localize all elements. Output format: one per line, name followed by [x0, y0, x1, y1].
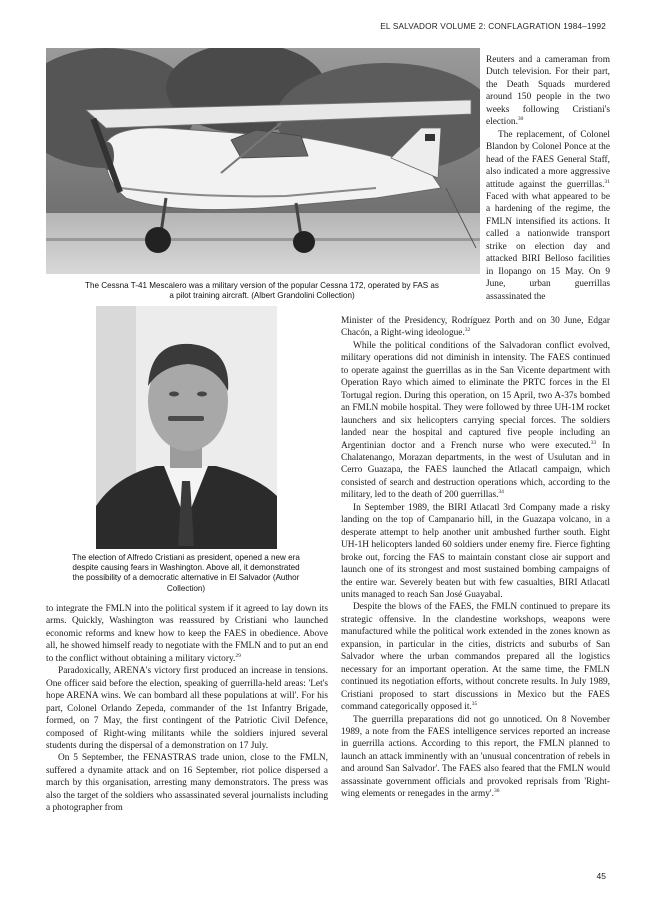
text-run: to integrate the FMLN into the political system if it agreed to lay down its arms. Quickly, Washington was reassured by Cristiani who launched economic reforms and knew how to keep the FAES in obedience. Above all, he showed himself ready to negotiate with the FMLN and to put an end to the conflict without obtaining a military victory. — [46, 604, 328, 664]
text-run: Reuters and a cameraman from Dutch television. For their part, the Death Squads murdered around 150 people in the two weeks following Cristiani's election. — [486, 55, 610, 128]
paragraph — [46, 603, 328, 665]
footnote-marker: 36 — [493, 788, 500, 795]
plane-caption: The Cessna T-41 Mescalero was a military version of the popular Cessna 172, operated by FAS as a pilot training aircraft. (Albert Grandolini Collection) — [85, 281, 439, 301]
page-number: 45 — [596, 871, 606, 881]
footnote-marker: 35 — [471, 700, 478, 707]
footnote-marker: 31 — [604, 178, 610, 185]
text-run: In Chalatenango, Morazan departments, in the west of Usulutan and in Cerro Guazapa, the FAES launched the Atlacatl campaign, which consisted of search and destruction operations which, according to the military, led to the death of 200 guerrillas. — [341, 440, 610, 501]
right-main-column — [341, 315, 610, 801]
paragraph — [341, 340, 610, 502]
text-run: Faced with what appeared to be a hardening of the regime, the FMLN intensified its actions. It called a nationwide transport strike on election day and attacked BIRI Belloso facilities in Ilopango on 15 May. On 9 June, urban guerrillas assassinated the — [486, 191, 610, 302]
right-narrow-column — [486, 54, 610, 303]
paragraph: In September 1989, the BIRI Atlacatl 3rd Company made a risky landing on the top of Campanario hill, in the Guazapa volcano, in a desperate attempt to help another unit ambushed further south. Eight UH-1H helicopters landed 60 soldiers under enemy fire. Fierce fighting broke out, forcing the FAS to maintain constant close air support and launch one of its strongest and most sustained bombing campaigns of the entire war. Severely beaten but with few casualties, BIRI Atlacatl units managed to reach San José Guayabal. — [341, 502, 610, 600]
portrait-caption: The election of Alfredo Cristiani as president, opened a new era despite causing fears in Washington. Above all, it demonstrated the possibility of a democratic alternative in El Salvador (Author Collection) — [72, 553, 300, 593]
aircraft-illustration — [46, 48, 480, 274]
footnote-marker: 30 — [517, 116, 524, 123]
paragraph — [341, 714, 610, 801]
paragraph: On 5 September, the FENASTRAS trade union, close to the FMLN, suffered a dynamite attack and on 16 September, riot police dispersed a march by this organisation, arresting many demonstrators. The press was also the target of the soldiers who assassinated several journalists including a photographer from — [46, 753, 328, 814]
cristiani-portrait — [96, 306, 277, 549]
footnote-marker: 34 — [498, 489, 504, 496]
footnote-marker: 33 — [590, 439, 597, 446]
running-header: EL SALVADOR VOLUME 2: CONFLAGRATION 1984–1992 — [380, 22, 606, 31]
text-run: The guerrilla preparations did not go unnoticed. On 8 November 1989, a note from the FAES intelligence services reported an increase in guerrilla actions. According to this report, the FMLN planned to launch an attack imminently with an 'unusual concentration of rebels in and around San Salvador'. The FAES also feared that the FMLN would assassinate government officials and provoked reprisals from 'Right-wing elements or renegades in the army'. — [341, 714, 610, 800]
footnote-marker: 29 — [235, 652, 241, 659]
paragraph: Paradoxically, ARENA's victory first produced an increase in tensions. One officer said before the election, speaking of guerrilla-held areas: 'Let's hope ARENA wins. We can bombard all these populations at will'. For his part, Colonel Orlando Zepeda, commander of the 1st Infantry Brigade, formed, on 7 May, the first contingent of the Patriotic Civil Defence, composed of Right-wing militants while the soldiers injured several students during the dispersal of a demonstration on 17 July. — [46, 666, 328, 751]
paragraph — [486, 129, 610, 303]
cessna-photo — [46, 48, 480, 274]
text-run: The replacement, of Colonel Blandon by Colonel Ponce at the head of the FAES General Staff, also indicated a more aggressive attitude against the guerrillas. — [486, 129, 610, 190]
paragraph — [341, 315, 610, 340]
text-run: Despite the blows of the FAES, the FMLN continued to prepare its strategic offensive. In the clandestine workshops, weapons were manufactured while the political work extended in the zones known as expansion, in particular in the cities, districts and suburbs of San Salvador where the urban commandos prepared all the logistics necessary for an important operation. At the same time, the FMLN continued its negotiation efforts, without concrete results. In July 1989, Cristiani proposed to start discussions in Mexico but the FAES command categorically opposed it. — [341, 602, 610, 713]
text-run: Minister of the Presidency, Rodríguez Porth and on 30 June, Edgar Chacón, a Right-wing ideologue. — [341, 316, 610, 339]
text-run: While the political conditions of the Salvadoran conflict evolved, military operations did not diminish in intensity. The FAES continued to operate against the guerrillas as in the San Vicente department with Operation Rayo which aimed to eliminate the PRTC forces in the El Tortugal region. During this operation, on 15 April, two A-37s bombed an FMLN mobile hospital. They were followed by three UH-1M rocket launchers and six helicopters carrying special forces. The soldiers landed near the hospital and captured five people including an Argentinian doctor and a French nurse who were executed. — [341, 340, 610, 451]
footnote-marker: 32 — [464, 327, 471, 334]
portrait-illustration — [96, 306, 277, 549]
paragraph — [486, 54, 610, 129]
left-main-column — [46, 603, 328, 815]
paragraph — [341, 601, 610, 713]
